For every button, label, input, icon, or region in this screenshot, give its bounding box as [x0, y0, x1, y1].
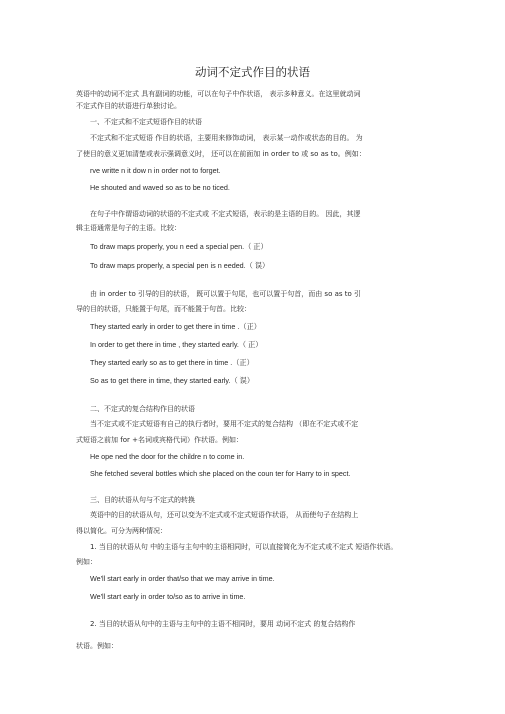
example-sentence: rve writte n it dow n in order not to forget. [90, 166, 221, 175]
paragraph-line: 例如： [76, 558, 97, 566]
paragraph-line: 英语中的动词不定式 具有副词的功能，可以在句子中作状语， 表示多种意义。在这里就动词 [76, 90, 361, 98]
example-sentence: They started early so as to get there in time .（正） [90, 358, 254, 367]
paragraph-line: 了使目的意义更加清楚或表示强调意义时， 还可以在前面加 in order to 或 so as to。例如： [76, 150, 366, 158]
paragraph-line: 由 in order to 引导的目的状语， 既可以置于句尾，也可以置于句首，而由 so as to 引 [90, 290, 361, 298]
example-sentence: She fetched several bottles which she placed on the coun ter for Harry to in spect. [90, 469, 351, 478]
paragraph-line: 得以简化。可分为两种情况： [76, 527, 167, 535]
example-sentence: He shouted and waved so as to be no ticed. [90, 183, 230, 192]
section-heading: 三、目的状语从句与不定式的转换 [90, 496, 195, 504]
paragraph-line: 英语中的目的状语从句，还可以变为不定式或不定式短语作状语， 从而使句子在结构上 [90, 511, 359, 519]
paragraph-line: 当不定式或不定式短语有自己的执行者时，要用不定式的复合结构 （即在不定式或不定 [90, 420, 359, 428]
paragraph-line: 不定式作目的状语进行单独讨论。 [76, 102, 181, 110]
paragraph-line: 导的目的状语，只能置于句尾，而不能置于句首。比较： [76, 305, 251, 313]
list-item: 1. 当目的状语从句 中的主语与主句中的主语相同时，可以直接简化为不定式或不定式 短语作状语。 [90, 543, 398, 551]
paragraph-line: 状语。例如： [76, 642, 118, 650]
paragraph-line: 式短语之前加 for +名词或宾格代词）作状语。例如： [76, 436, 243, 444]
paragraph-line: 辑主语通常是句子的主语。比较： [76, 224, 181, 232]
example-sentence: We'll start early in order that/so that we may arrive in time. [90, 574, 275, 583]
example-sentence: We'll start early in order to/so as to arrive in time. [90, 592, 246, 601]
paragraph-line: 不定式和不定式短语 作目的状语，主要用来修饰动词， 表示某一动作或状态的目的。 为 [90, 134, 363, 142]
example-sentence: They started early in order to get there in time .（正） [90, 322, 261, 331]
page-title: 动词不定式作目的状语 [195, 65, 310, 79]
section-heading: 一、不定式和不定式短语作目的状语 [90, 118, 202, 126]
section-heading: 二、不定式的复合结构作目的状语 [90, 405, 195, 413]
paragraph-line: 在句子中作谓语动词的状语的不定式或 不定式短语，表示的是主语的目的。 因此，其逻 [90, 210, 361, 218]
example-sentence: To draw maps properly, you n eed a special pen.（ 正） [90, 242, 268, 251]
list-item: 2. 当目的状语从句中的主语与主句中的主语不相同时，要用 动词不定式 的复合结构作 [90, 620, 356, 628]
example-sentence: He ope ned the door for the childre n to come in. [90, 452, 245, 461]
example-sentence: So as to get there in time, they started early.（ 误） [90, 376, 255, 385]
example-sentence: To draw maps properly, a special pen is n eeded.（ 误） [90, 261, 270, 270]
example-sentence: In order to get there in time , they started early.（ 正） [90, 340, 263, 349]
